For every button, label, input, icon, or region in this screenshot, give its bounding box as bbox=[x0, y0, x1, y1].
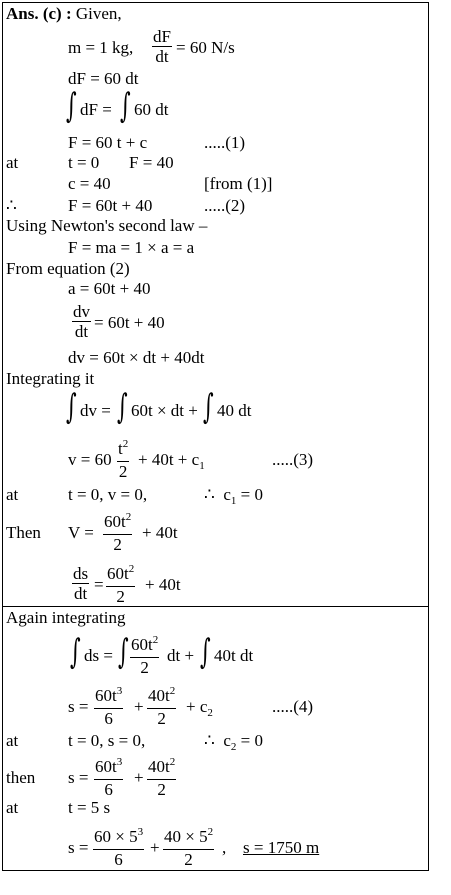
dvdt-value: = 60t + 40 bbox=[94, 313, 165, 332]
integral-sign: ∫ bbox=[66, 86, 77, 126]
a-line: a = 60t + 40 bbox=[68, 279, 151, 298]
s2-fraction-2: $\frac{40t^2}{2}$ bbox=[148, 756, 176, 799]
integral-3-a: ds = bbox=[84, 646, 113, 665]
s3-lhs: s = bbox=[68, 838, 89, 857]
s-plus: + bbox=[134, 697, 144, 716]
s3-comma: , bbox=[222, 838, 227, 857]
f1-line: F = 60 t + c bbox=[68, 133, 148, 152]
v-fraction: $\frac{t^2}{2}$ bbox=[118, 438, 129, 481]
eq3-tag: .....(3) bbox=[272, 450, 314, 469]
from1-ref: [from (1)] bbox=[204, 174, 273, 193]
then-label: then bbox=[6, 768, 36, 787]
c2-result: ∴ $c_2 = 0$ bbox=[204, 731, 263, 753]
integral-sign: ∫ bbox=[66, 387, 77, 427]
s2-plus: + bbox=[134, 768, 144, 787]
given-label: Given, bbox=[75, 4, 122, 23]
s2-fraction-1: $\frac{60t^3}{6}$ bbox=[95, 756, 123, 799]
V-lhs: V = bbox=[68, 523, 94, 542]
s2-lhs: s = bbox=[68, 768, 89, 787]
s-rest: + $c_2$ bbox=[186, 697, 213, 719]
c40-line: c = 40 bbox=[68, 174, 111, 193]
s3-fraction-2: $\frac{40 \times 5^2}{2}$ bbox=[164, 826, 214, 869]
integral-sign: ∫ bbox=[200, 632, 211, 672]
t0-f40: t = 0 F = 40 bbox=[68, 153, 174, 172]
integral-1-right: 60 dt bbox=[134, 100, 169, 119]
newton-law-text: Using Newton's second law – bbox=[6, 216, 208, 235]
fma-line: F = ma = 1 × a = a bbox=[68, 238, 195, 257]
V-fraction: $\frac{60t^2}{2}$ bbox=[104, 511, 132, 554]
t0-v0: t = 0, v = 0, bbox=[68, 485, 148, 504]
at-label: at bbox=[6, 153, 19, 172]
dfdt-fraction: $\frac{dF}{dt}$ bbox=[153, 27, 171, 66]
integral-2-a: dv = bbox=[80, 401, 111, 420]
v-lhs: v = 60 bbox=[68, 450, 112, 469]
ds-rest: + 40t bbox=[145, 575, 181, 594]
then-label: Then bbox=[6, 523, 41, 542]
df-line: dF = 60 dt bbox=[68, 69, 139, 88]
t0-s0: t = 0, s = 0, bbox=[68, 731, 146, 750]
section-divider bbox=[2, 606, 429, 607]
integrating-text: Integrating it bbox=[6, 369, 95, 388]
v-rest: + $40t + c_1$ bbox=[138, 450, 205, 472]
s-fraction-1: $\frac{60t^3}{6}$ bbox=[95, 685, 123, 728]
integral-2-b: 60t × dt + bbox=[131, 401, 198, 420]
integral-1-left: dF = bbox=[80, 100, 112, 119]
dsdt-eq: = bbox=[94, 575, 104, 594]
integral-sign: ∫ bbox=[120, 86, 131, 126]
integral-sign: ∫ bbox=[203, 387, 214, 427]
answer-label: Ans. (c) : bbox=[6, 4, 72, 23]
at-label: at bbox=[6, 798, 19, 817]
dv-line: dv = 60t × dt + 40dt bbox=[68, 348, 205, 367]
c1-result: ∴ $c_1 = 0$ bbox=[204, 485, 263, 507]
eq2-tag: .....(2) bbox=[204, 196, 246, 215]
V-rest: + 40t bbox=[142, 523, 178, 542]
dsdt-fraction: $\frac{ds}{dt}$ bbox=[73, 564, 89, 603]
from-eq2-text: From equation (2) bbox=[6, 259, 130, 278]
int3-fraction: $\frac{60t^2}{2}$ bbox=[131, 634, 159, 677]
t5-line: t = 5 s bbox=[68, 798, 111, 817]
f2-line: F = 60t + 40 bbox=[68, 196, 153, 215]
eq4-tag: .....(4) bbox=[272, 697, 314, 716]
s-fraction-2: $\frac{40t^2}{2}$ bbox=[148, 685, 176, 728]
integral-3-c: 40t dt bbox=[214, 646, 254, 665]
answer-header bbox=[6, 4, 122, 24]
s3-fraction-1: $\frac{60 \times 5^3}{6}$ bbox=[94, 826, 144, 869]
dvdt-fraction: $\frac{dv}{dt}$ bbox=[73, 302, 90, 341]
integral-sign: ∫ bbox=[118, 632, 129, 672]
ds-fraction: $\frac{60t^2}{2}$ bbox=[107, 563, 135, 606]
at-label: at bbox=[6, 485, 19, 504]
at-label: at bbox=[6, 731, 19, 750]
integral-sign: ∫ bbox=[70, 632, 81, 672]
again-integrating-text: Again integrating bbox=[6, 608, 126, 627]
s3-plus: + bbox=[150, 838, 160, 857]
integral-2-c: 40 dt bbox=[217, 401, 252, 420]
integral-3-b: dt + bbox=[167, 646, 195, 665]
mass-line: m = 1 kg, bbox=[68, 38, 134, 57]
therefore-symbol: ∴ bbox=[6, 196, 17, 215]
integral-sign: ∫ bbox=[117, 387, 128, 427]
eq1-tag: .....(1) bbox=[204, 133, 246, 152]
dfdt-value: = 60 N/s bbox=[176, 38, 235, 57]
final-answer: s = 1750 m bbox=[243, 838, 320, 857]
s-lhs: s = bbox=[68, 697, 89, 716]
